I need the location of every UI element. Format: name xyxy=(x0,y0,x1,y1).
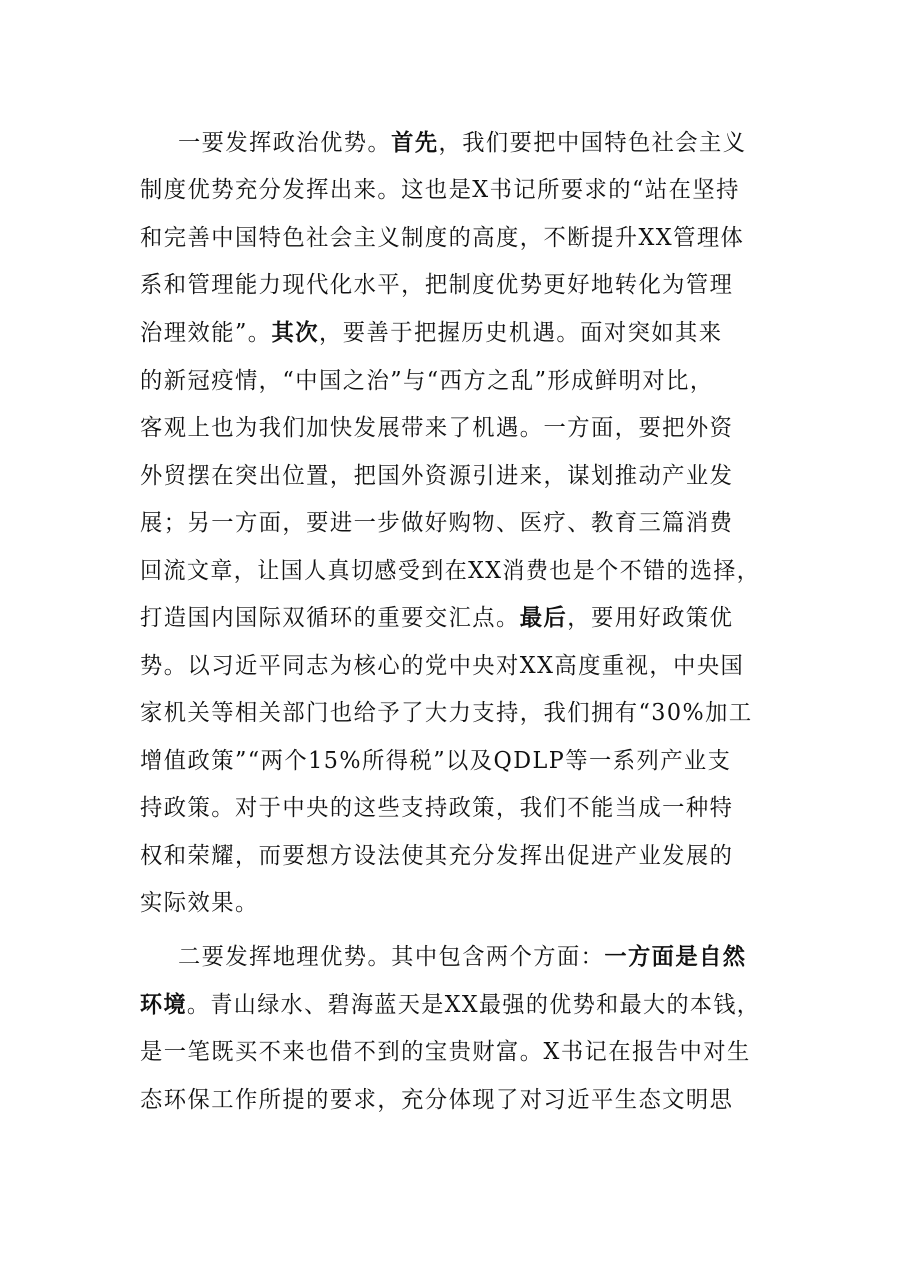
text-line xyxy=(140,223,760,253)
text-span: 展；另一方面，要进一步做好购物、医疗、教育三篇消费 xyxy=(140,510,734,536)
text-span: 和完善中国特色社会主义制度的高度，不断提升XX管理体 xyxy=(140,225,745,251)
text-line xyxy=(140,1037,760,1067)
text-span: 打造国内国际双循环的重要交汇点。 xyxy=(140,605,520,631)
text-span: 治理效能”。 xyxy=(140,320,272,346)
text-span: 回流文章，让国人真切感受到在XX消费也是个不错的选择， xyxy=(140,558,761,584)
text-line xyxy=(178,942,758,972)
text-span: 权和荣耀，而要想方设法使其充分发挥出促进产业发展的 xyxy=(140,843,734,869)
text-line xyxy=(140,413,760,443)
text-span: 外贸摆在突出位置，把国外资源引进来，谋划推动产业发 xyxy=(140,463,734,489)
text-span: 一要发挥政治优势。 xyxy=(178,130,392,156)
text-span: 系和管理能力现代化水平，把制度优势更好地转化为管理 xyxy=(140,272,734,298)
text-span: 是一笔既买不来也借不到的宝贵财富。X书记在报告中对生 xyxy=(140,1039,751,1065)
text-line xyxy=(140,270,760,300)
text-line xyxy=(140,746,760,776)
text-span: 客观上也为我们加快发展带来了机遇。一方面，要把外资 xyxy=(140,415,734,441)
text-line xyxy=(140,793,760,823)
text-line xyxy=(140,888,760,918)
text-line xyxy=(140,318,760,348)
text-span: 增值政策”“两个15%所得税”以及QDLP等一系列产业支 xyxy=(140,748,732,774)
text-line xyxy=(140,175,760,205)
bold-text-span: 最后 xyxy=(519,604,568,631)
text-line xyxy=(140,556,761,586)
text-span: 家机关等相关部门也给予了大力支持，我们拥有“30%加工 xyxy=(140,700,753,726)
bold-text-span: 一方面是自然 xyxy=(604,943,747,970)
text-line xyxy=(178,128,758,158)
text-span: 制度优势充分发挥出来。这也是X书记所要求的“站在坚持 xyxy=(140,177,740,203)
text-line xyxy=(140,603,760,633)
text-line xyxy=(140,508,760,538)
text-span: 的新冠疫情，“中国之治”与“西方之乱”形成鲜明对比， xyxy=(140,368,714,394)
bold-text-span: 环境 xyxy=(140,991,187,1018)
text-line xyxy=(140,841,760,871)
text-line xyxy=(140,698,760,728)
text-span: 二要发挥地理优势。其中包含两个方面： xyxy=(178,944,605,970)
text-line xyxy=(140,990,761,1020)
text-span: ，我们要把中国特色社会主义 xyxy=(438,130,747,156)
text-span: ，要善于把握历史机遇。面对突如其来 xyxy=(319,320,723,346)
text-line xyxy=(140,651,760,681)
bold-text-span: 首先 xyxy=(391,129,439,156)
text-span: 持政策。对于中央的这些支持政策，我们不能当成一种特 xyxy=(140,795,734,821)
text-line xyxy=(140,366,760,396)
text-span: 态环保工作所提的要求，充分体现了对习近平生态文明思 xyxy=(140,1087,734,1113)
text-span: 势。以习近平同志为核心的党中央对XX高度重视，中央国 xyxy=(140,653,745,679)
text-span: 实际效果。 xyxy=(140,890,259,916)
text-line xyxy=(140,1085,760,1115)
bold-text-span: 其次 xyxy=(271,319,320,346)
text-line xyxy=(140,461,760,491)
text-span: 。青山绿水、碧海蓝天是XX最强的优势和最大的本钱， xyxy=(186,992,761,1018)
text-span: ，要用好政策优 xyxy=(567,605,734,631)
